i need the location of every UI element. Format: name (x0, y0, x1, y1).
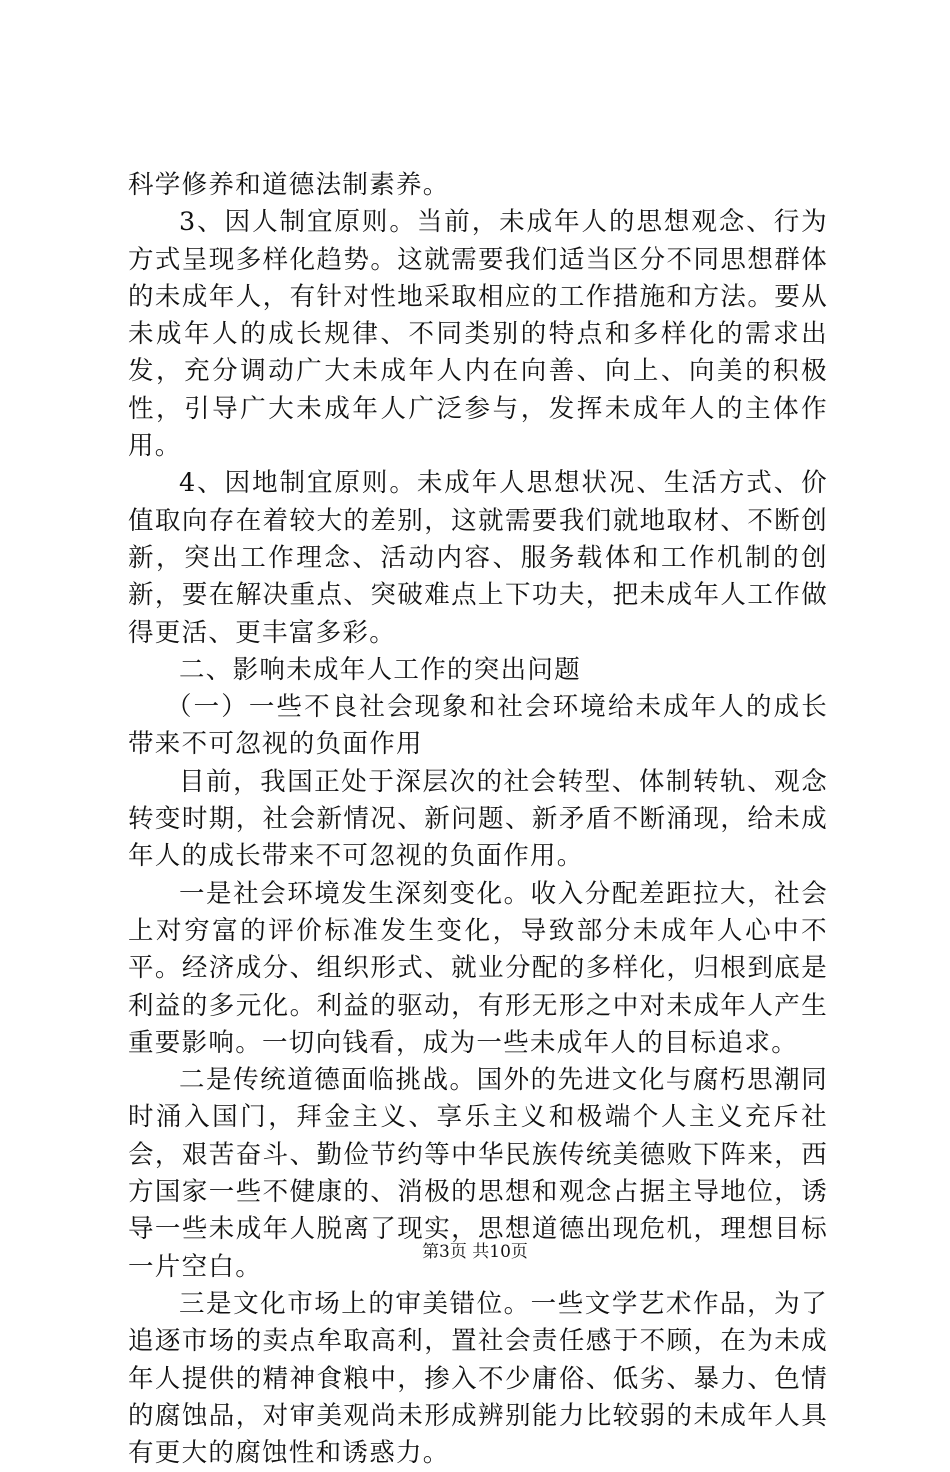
paragraph-point-3: 三是文化市场上的审美错位。一些文学艺术作品，为了追逐市场的卖点牟取高利，置社会责任感于不顾，在为未成年人提供的精神食粮中，掺入不少庸俗、低劣、暴力、色情的腐蚀品，对审美观尚未形成辨别能力比较弱的未成年人具有更大的腐蚀性和诱惑力。 (128, 1288, 828, 1469)
page-number-label: 第3页 共10页 (422, 1242, 528, 1262)
paragraph-principle-4: 4、因地制宜原则。未成年人思想状况、生活方式、价值取向存在着较大的差别，这就需要我们就地取材、不断创新，突出工作理念、活动内容、服务载体和工作机制的创新，要在解决重点、突破难点上下功夫，把未成年人工作做得更活、更丰富多彩。 (128, 468, 828, 648)
section-heading-problems: 二、影响未成年人工作的突出问题 (179, 654, 582, 685)
paragraph-point-2: 二是传统道德面临挑战。国外的先进文化与腐朽思潮同时涌入国门，拜金主义、享乐主义和极端个人主义充斥社会，艰苦奋斗、勤俭节约等中华民族传统美德败下阵来，西方国家一些不健康的、消极的思想和观念占据主导地位，诱导一些未成年人脱离了现实，思想道德出现危机，理想目标一片空白。 (128, 1065, 828, 1282)
paragraph-current-situation: 目前，我国正处于深层次的社会转型、体制转轨、观念转变时期，社会新情况、新问题、新矛盾不断涌现，给未成年人的成长带来不可忽视的负面作用。 (128, 766, 828, 872)
paragraph-point-1: 一是社会环境发生深刻变化。收入分配差距拉大，社会上对穷富的评价标准发生变化，导致部分未成年人心中不平。经济成分、组织形式、就业分配的多样化，归根到底是利益的多元化。利益的驱动，有形无形之中对未成年人产生重要影响。一切向钱看，成为一些未成年人的目标追求。 (128, 878, 828, 1058)
subsection-heading-1: （一）一些不良社会现象和社会环境给未成年人的成长带来不可忽视的负面作用 (128, 692, 828, 760)
paragraph-continuation: 科学修养和道德法制素养。 (128, 170, 450, 200)
paragraph-principle-3: 3、因人制宜原则。当前，未成年人的思想观念、行为方式呈现多样化趋势。这就需要我们适当区分不同思想群体的未成年人，有针对性地采取相应的工作措施和方法。要从未成年人的成长规律、不同类别的特点和多样化的需求出发，充分调动广大未成年人内在向善、向上、向美的积极性，引导广大未成年人广泛参与，发挥未成年人的主体作用。 (128, 207, 828, 462)
document-body (128, 167, 828, 1472)
page-footer (0, 1240, 950, 1264)
